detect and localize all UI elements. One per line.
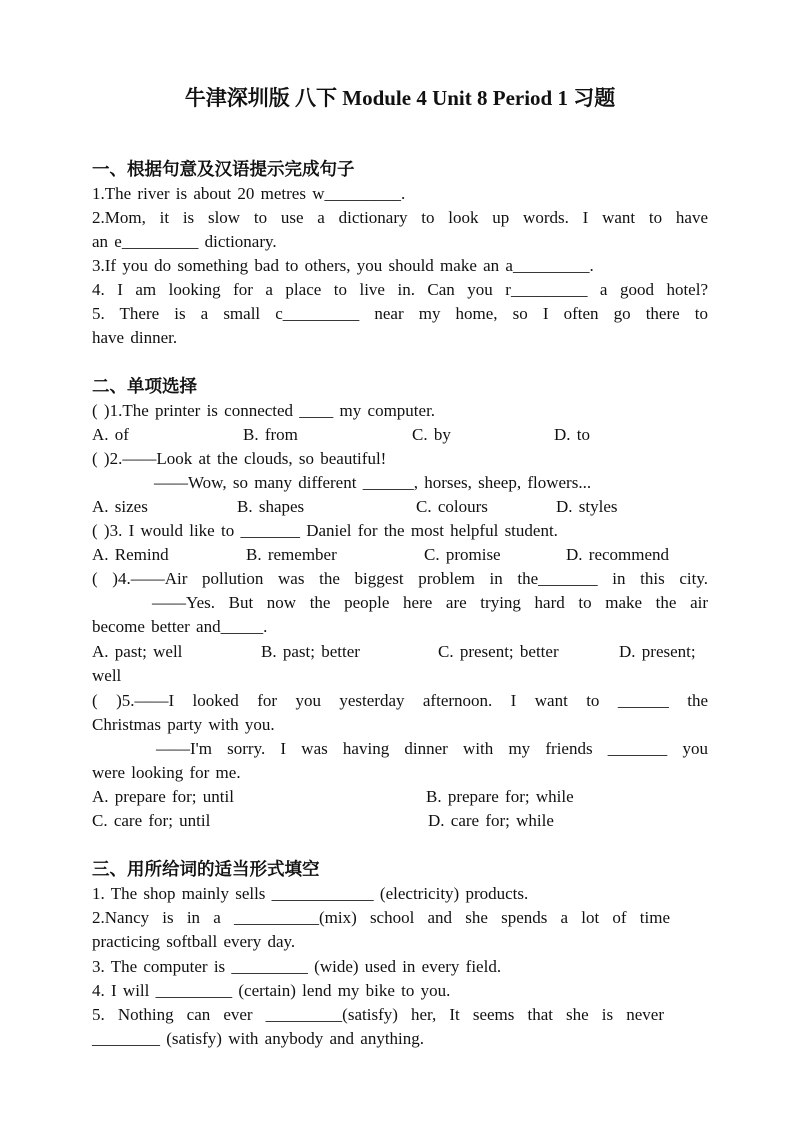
q1-option-b: B. from [243,425,298,444]
page-title: 牛津深圳版 八下 Module 4 Unit 8 Period 1 习题 [184,86,616,110]
q2-stem: ( )2.——Look at the clouds, so beautiful! [92,449,387,468]
section3-line-3: practicing softball every day. [92,932,296,951]
section1-heading: 一、根据句意及汉语提示完成句子 [92,160,355,180]
q4-stem-3: become better and_____. [92,617,268,636]
section3-heading: 三、用所给词的适当形式填空 [92,860,320,880]
q1-option-c: C. by [412,425,451,444]
q5-stem: ( )5.——I looked for you yesterday afternoon. I want to ______ the [92,691,708,710]
q4-option-d: D. present; [619,642,696,661]
q1-option-a: A. of [92,425,129,444]
q4-option-a: A. past; well [92,642,183,661]
q4-option-d-cont: well [92,666,122,685]
q2-option-c: C. colours [416,497,488,516]
q3-option-b: B. remember [246,545,337,564]
q2-option-b: B. shapes [237,497,305,516]
q2-option-a: A. sizes [92,497,148,516]
section1-line-7: have dinner. [92,328,178,347]
q4-option-b: B. past; better [261,642,360,661]
q4-stem-2: ——Yes. But now the people here are trying hard to make the air [152,593,708,612]
q3-stem: ( )3. I would like to _______ Daniel for the most helpful student. [92,521,558,540]
q3-option-a: A. Remind [92,545,169,564]
q5-option-d: D. care for; while [428,811,554,830]
section3-line-7: ________ (satisfy) with anybody and anything. [92,1029,425,1048]
q5-stem-4: were looking for me. [92,763,241,782]
q5-option-c: C. care for; until [92,811,211,830]
q2-option-d: D. styles [556,497,618,516]
section1-line-5: 4. I am looking for a place to live in. Can you r_________ a good hotel? [92,280,708,299]
q5-stem-3: ——I'm sorry. I was having dinner with my friends _______ you [156,739,708,758]
section1-line-6: 5. There is a small c_________ near my home, so I often go there to [92,304,708,323]
section3-line-1: 1. The shop mainly sells ____________ (electricity) products. [92,884,529,903]
q4-stem: ( )4.——Air pollution was the biggest problem in the_______ in this city. [92,569,708,588]
q1-option-d: D. to [554,425,590,444]
section3-line-6: 5. Nothing can ever _________(satisfy) her, It seems that she is never [92,1005,664,1024]
q1-stem: ( )1.The printer is connected ____ my computer. [92,401,436,420]
q3-option-c: C. promise [424,545,501,564]
section1-line-2: 2.Mom, it is slow to use a dictionary to look up words. I want to have [92,208,708,227]
section3-line-2: 2.Nancy is in a __________(mix) school and she spends a lot of time [92,908,670,927]
section3-line-5: 4. I will _________ (certain) lend my bike to you. [92,981,451,1000]
section1-line-4: 3.If you do something bad to others, you should make an a_________. [92,256,594,275]
q2-stem-2: ——Wow, so many different ______, horses, sheep, flowers... [154,473,592,492]
section3-line-4: 3. The computer is _________ (wide) used in every field. [92,957,502,976]
section1-line-1: 1.The river is about 20 metres w_________. [92,184,406,203]
q5-stem-2: Christmas party with you. [92,715,275,734]
section2-heading: 二、单项选择 [92,377,197,397]
q3-option-d: D. recommend [566,545,670,564]
q4-option-c: C. present; better [438,642,559,661]
section1-line-3: an e_________ dictionary. [92,232,277,251]
q5-option-b: B. prepare for; while [426,787,574,806]
q5-option-a: A. prepare for; until [92,787,234,806]
